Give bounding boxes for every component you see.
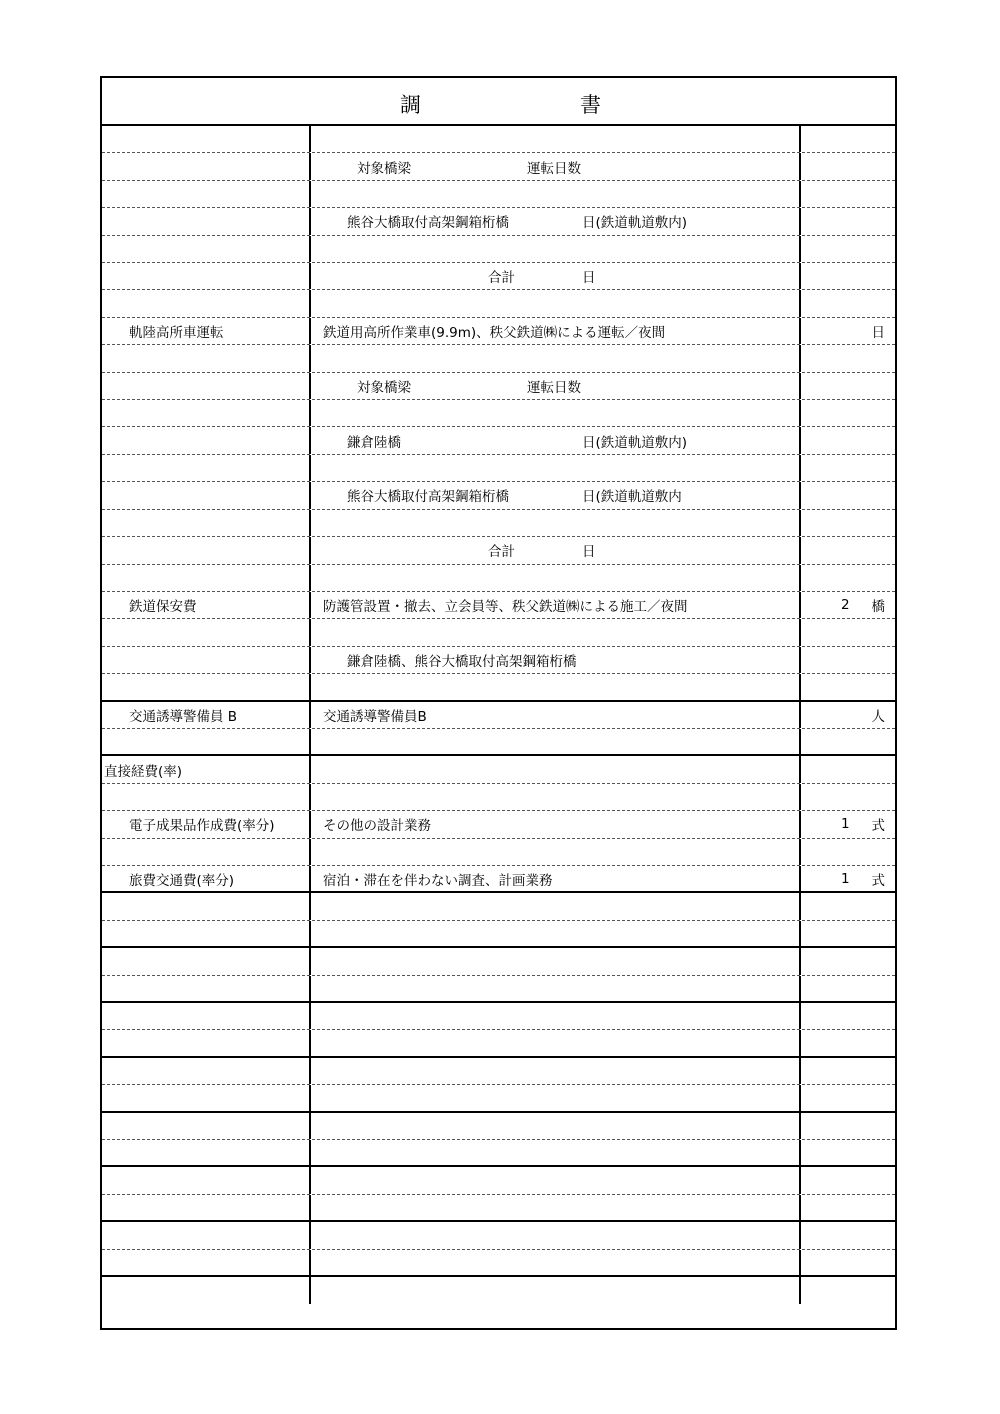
cell-desc [309, 619, 799, 645]
cell-item [102, 647, 309, 673]
cell-desc: 交通誘導警備員B [309, 702, 799, 728]
cell-desc [309, 510, 799, 536]
table-row [102, 318, 895, 345]
cell-item [102, 1003, 309, 1029]
cell-qty [799, 510, 897, 536]
cell-qty [799, 427, 897, 453]
quantity: 1 [841, 816, 850, 833]
cell-item [102, 1140, 309, 1165]
table-row [102, 1058, 895, 1085]
cell-desc [309, 1003, 799, 1029]
unit: 橋 [871, 599, 885, 616]
cell-qty [799, 565, 897, 591]
table-row [102, 181, 895, 208]
cell-desc [309, 1113, 799, 1139]
cell-qty [799, 702, 897, 728]
table-row [102, 976, 895, 1003]
table-row [102, 756, 895, 783]
cell-item [102, 126, 309, 152]
cell-desc [309, 1250, 799, 1275]
cell-qty [799, 592, 897, 618]
cell-desc [309, 1222, 799, 1248]
cell-qty [799, 263, 897, 289]
cell-qty [799, 126, 897, 152]
cell-item [102, 1195, 309, 1220]
cell-item [102, 1250, 309, 1275]
unit: 日 [871, 325, 885, 342]
cell-qty [799, 1140, 897, 1165]
table-row [102, 702, 895, 729]
cell-item [102, 345, 309, 371]
cell-qty [799, 1058, 897, 1084]
table-row [102, 1250, 895, 1277]
table-row [102, 811, 895, 838]
title-char-right: 書 [580, 93, 601, 117]
cell-item: 直接経費(率) [104, 763, 183, 780]
cell-desc [309, 1030, 799, 1055]
cell-desc [309, 290, 799, 316]
cell-qty [799, 455, 897, 481]
cell-desc: 防護管設置・撤去、立会員等、秩父鉄道㈱による施工／夜間 [309, 592, 799, 618]
cell-qty [799, 756, 897, 782]
quantity: 1 [841, 870, 850, 887]
table-row [102, 893, 895, 920]
cell-item [102, 482, 309, 508]
cell-item [102, 893, 309, 919]
table-row [102, 921, 895, 948]
bridge-name: 熊谷大橋取付高架鋼箱桁橋 [347, 489, 509, 506]
bridge-name: 熊谷大橋取付高架鋼箱桁橋 [347, 215, 509, 232]
cell-item [102, 729, 309, 754]
table-row [102, 427, 895, 454]
table-row [102, 1167, 895, 1194]
cell-desc [309, 482, 799, 508]
cell-desc [309, 208, 799, 234]
table-row [102, 153, 895, 180]
cell-qty [799, 1222, 897, 1248]
total-label: 合計 [488, 270, 515, 287]
cell-desc [309, 236, 799, 262]
cell-desc [309, 674, 799, 699]
cell-qty [799, 208, 897, 234]
cell-qty [799, 236, 897, 262]
cell-qty [799, 893, 897, 919]
unit: 式 [871, 818, 885, 835]
cell-item: 電子成果品作成費(率分) [129, 818, 275, 835]
cell-item [102, 1085, 309, 1110]
cell-qty [799, 345, 897, 371]
cell-qty [799, 921, 897, 946]
cell-desc: 宿泊・滞在を伴わない調査、計画業務 [309, 866, 799, 891]
cell-desc [309, 400, 799, 426]
cell-item [102, 976, 309, 1001]
document-sheet [100, 76, 897, 1330]
table-row [102, 537, 895, 564]
cell-qty [799, 482, 897, 508]
cell-qty [799, 811, 897, 837]
operating-days-header: 運転日数 [527, 379, 581, 396]
target-bridge-header: 対象橋梁 [357, 379, 411, 396]
cell-desc [309, 729, 799, 754]
days-unit: 日 [582, 544, 596, 561]
cell-desc [309, 784, 799, 810]
cell-desc [309, 537, 799, 563]
cell-desc [309, 839, 799, 865]
table-row [102, 784, 895, 811]
cell-desc [309, 1277, 799, 1304]
table-row [102, 1222, 895, 1249]
cell-desc [309, 1195, 799, 1220]
cell-qty [799, 976, 897, 1001]
operating-days-header: 運転日数 [527, 160, 581, 177]
cell-item [102, 208, 309, 234]
cell-item [102, 948, 309, 974]
title-char-left: 調 [400, 93, 421, 117]
cell-qty [799, 1195, 897, 1220]
cell-item [102, 1058, 309, 1084]
cell-item [102, 373, 309, 399]
cell-item [102, 839, 309, 865]
cell-qty [799, 674, 897, 699]
cell-item [102, 674, 309, 699]
cell-item: 鉄道保安費 [129, 599, 197, 616]
table-row [102, 839, 895, 866]
cell-desc [309, 647, 799, 673]
cell-desc [309, 181, 799, 207]
cell-desc [309, 1167, 799, 1193]
days-note: 日(鉄道軌道敷内) [582, 215, 688, 232]
table-row [102, 1277, 895, 1304]
table-row [102, 345, 895, 372]
cell-item [102, 263, 309, 289]
cell-qty [799, 1167, 897, 1193]
quantity: 2 [841, 597, 850, 614]
cell-qty [799, 729, 897, 754]
table-row [102, 1195, 895, 1222]
bridge-name: 鎌倉陸橋 [347, 434, 401, 451]
table-row [102, 647, 895, 674]
cell-item [102, 784, 309, 810]
cell-desc [309, 455, 799, 481]
table-row [102, 455, 895, 482]
cell-item [102, 400, 309, 426]
cell-desc [309, 756, 799, 782]
table-row [102, 482, 895, 509]
cell-item [102, 1277, 309, 1304]
cell-qty [799, 373, 897, 399]
table-row [102, 290, 895, 317]
cell-desc [309, 1085, 799, 1110]
cell-item [102, 1030, 309, 1055]
cell-qty [799, 948, 897, 974]
table-row [102, 1085, 895, 1112]
cell-qty [799, 290, 897, 316]
cell-item [102, 236, 309, 262]
days-note: 日(鉄道軌道敷内 [582, 489, 682, 506]
cell-desc [309, 565, 799, 591]
cell-item [102, 1167, 309, 1193]
cell-item [102, 427, 309, 453]
cell-qty [799, 647, 897, 673]
table-row [102, 1140, 895, 1167]
days-note: 日(鉄道軌道敷内) [582, 434, 688, 451]
cell-item [102, 1113, 309, 1139]
cell-item [102, 1222, 309, 1248]
cell-desc [309, 893, 799, 919]
cell-qty [799, 1085, 897, 1110]
cell-desc [309, 948, 799, 974]
unit: 式 [871, 872, 885, 889]
cell-item: 交通誘導警備員 B [129, 708, 238, 725]
cell-qty [799, 1277, 897, 1304]
cell-desc [309, 976, 799, 1001]
cell-qty [799, 153, 897, 179]
cell-desc [309, 427, 799, 453]
table-row [102, 208, 895, 235]
cell-desc: 鉄道用高所作業車(9.9m)、秩父鉄道㈱による運転／夜間 [309, 318, 799, 344]
cell-desc: その他の設計業務 [309, 811, 799, 837]
cell-desc [309, 1058, 799, 1084]
unit: 人 [871, 708, 885, 725]
cell-item: 軌陸高所車運転 [129, 325, 224, 342]
table-body [102, 126, 895, 1304]
table-row [102, 674, 895, 701]
days-unit: 日 [582, 270, 596, 287]
cell-qty [799, 866, 897, 891]
table-row [102, 592, 895, 619]
cell-desc [309, 373, 799, 399]
cell-qty [799, 1030, 897, 1055]
cell-qty [799, 1003, 897, 1029]
cell-qty [799, 318, 897, 344]
cell-item [102, 455, 309, 481]
table-row [102, 400, 895, 427]
table-row [102, 948, 895, 975]
cell-item [102, 153, 309, 179]
cell-item [102, 290, 309, 316]
cell-qty [799, 537, 897, 563]
cell-desc [309, 345, 799, 371]
table-row [102, 1030, 895, 1057]
table-row [102, 236, 895, 263]
cell-qty [799, 1113, 897, 1139]
cell-item: 旅費交通費(率分) [129, 872, 235, 889]
table-row [102, 263, 895, 290]
cell-item [102, 565, 309, 591]
table-row [102, 729, 895, 756]
table-row [102, 866, 895, 893]
table-row [102, 373, 895, 400]
cell-qty [799, 784, 897, 810]
cell-desc [309, 263, 799, 289]
cell-desc [309, 921, 799, 946]
cell-qty [799, 619, 897, 645]
cell-qty [799, 181, 897, 207]
cell-item [102, 510, 309, 536]
title-row [102, 78, 895, 126]
table-row [102, 1113, 895, 1140]
table-row [102, 510, 895, 537]
table-row [102, 565, 895, 592]
cell-item [102, 537, 309, 563]
cell-item [102, 181, 309, 207]
cell-item [102, 921, 309, 946]
total-label: 合計 [488, 544, 515, 561]
table-row [102, 1003, 895, 1030]
cell-desc [309, 1140, 799, 1165]
cell-desc [309, 126, 799, 152]
cell-item [102, 619, 309, 645]
cell-qty [799, 400, 897, 426]
table-row [102, 619, 895, 646]
cell-desc [309, 153, 799, 179]
target-bridge-header: 対象橋梁 [357, 160, 411, 177]
bridge-list: 鎌倉陸橋、熊谷大橋取付高架鋼箱桁橋 [347, 653, 577, 670]
cell-qty [799, 1250, 897, 1275]
table-row [102, 126, 895, 153]
cell-qty [799, 839, 897, 865]
